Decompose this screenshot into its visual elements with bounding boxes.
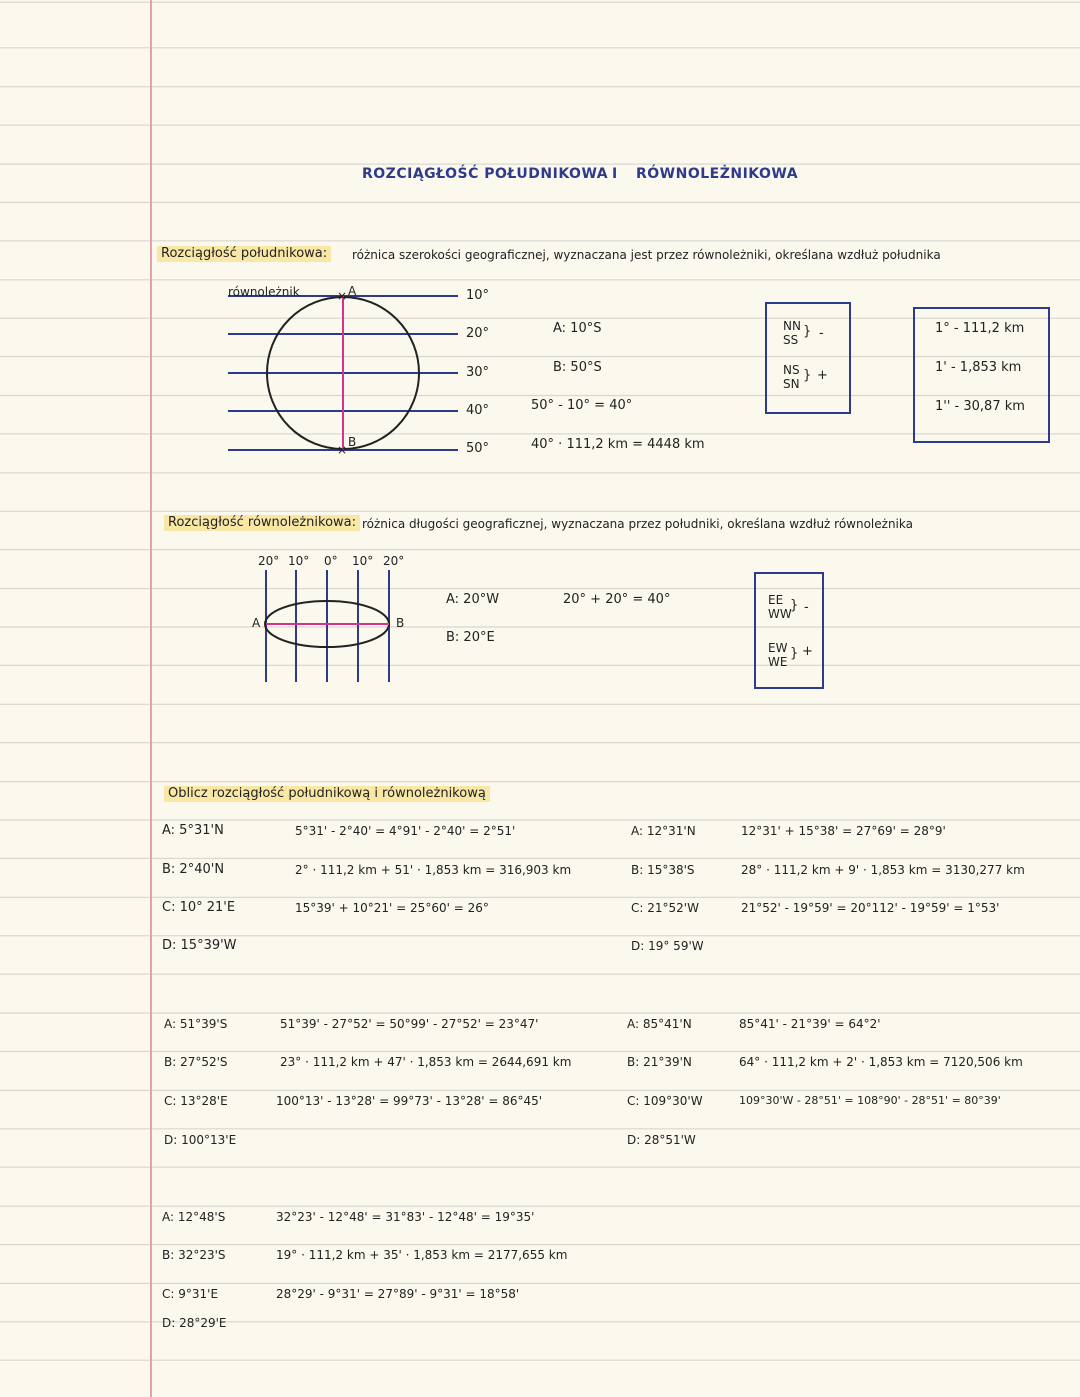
calc1-difference: 50° - 10° = 40° [531, 398, 633, 413]
set2-point-a: A: 12°31'N [631, 824, 696, 838]
definition-zonal: różnica długości geograficznej, wyznaczana przez południki, określana wzdłuż równoleżnika [362, 517, 913, 531]
term-zonal: Rozciągłość równoleżnikowa: [164, 515, 360, 531]
cross-b: × [337, 443, 348, 457]
set2-calc-lat: 12°31' + 15°38' = 27°69' = 28°9' [741, 824, 946, 838]
point-b-label: B [348, 435, 357, 449]
rule-nn: NN [783, 319, 801, 333]
set4-calc-km: 64° · 111,2 km + 2' · 1,853 km = 7120,506 km [739, 1055, 1023, 1069]
page-title-part3: RÓWNOLEŻNIKOWA [636, 166, 799, 182]
rule-box-meridional [765, 302, 851, 414]
calc2-point-a: A: 20°W [446, 592, 500, 607]
minus-sign: - [819, 326, 824, 341]
set4-calc-lat: 85°41' - 21°39' = 64°2' [739, 1017, 881, 1031]
set2-point-c: C: 21°52'W [631, 901, 699, 915]
set1-point-a: A: 5°31'N [162, 823, 224, 838]
point-a-label-2: A [252, 616, 261, 630]
lat-label-50: 50° [466, 441, 490, 456]
rule-ew: EW [768, 641, 788, 655]
set5-calc-lon: 28°29' - 9°31' = 27°89' - 9°31' = 18°58' [276, 1287, 520, 1301]
cross-a: × [337, 289, 348, 303]
calc1-point-a: A: 10°S [553, 321, 602, 336]
plus-sign-2: + [802, 644, 813, 659]
set1-point-b: B: 2°40'N [162, 862, 225, 877]
lon-label-20w: 20° [258, 554, 280, 568]
lon-label-20e: 20° [383, 554, 405, 568]
brace-plus-2: } [790, 646, 799, 661]
conv-second: 1'' - 30,87 km [935, 399, 1025, 414]
set4-point-d: D: 28°51'W [627, 1133, 696, 1147]
term-meridional: Rozciągłość południkowa: [157, 246, 331, 262]
lon-label-0: 0° [324, 554, 338, 568]
parallel-label: równoleżnik [228, 285, 300, 299]
set2-point-b: B: 15°38'S [631, 863, 695, 877]
set2-calc-lon: 21°52' - 19°59' = 20°112' - 19°59' = 1°53' [741, 901, 1000, 915]
set4-point-b: B: 21°39'N [627, 1055, 692, 1069]
rule-we: WE [768, 655, 788, 669]
calc1-distance: 40° · 111,2 km = 4448 km [531, 437, 705, 452]
set5-calc-lat: 32°23' - 12°48' = 31°83' - 12°48' = 19°35' [276, 1210, 535, 1224]
page-title-part1: ROZCIĄGŁOŚĆ POŁUDNIKOWA [362, 166, 609, 182]
lon-label-10w: 10° [288, 554, 310, 568]
set3-calc-km: 23° · 111,2 km + 47' · 1,853 km = 2644,691 km [280, 1055, 572, 1069]
conversion-box [913, 307, 1050, 443]
set4-calc-lon: 109°30'W - 28°51' = 108°90' - 28°51' = 80°39' [739, 1094, 1001, 1107]
rule-box-zonal [754, 572, 824, 689]
set3-calc-lon: 100°13' - 13°28' = 99°73' - 13°28' = 86°45' [276, 1094, 543, 1108]
set4-point-a: A: 85°41'N [627, 1017, 692, 1031]
lat-label-20: 20° [466, 326, 490, 341]
set2-point-d: D: 19° 59'W [631, 939, 704, 953]
exercise-heading: Oblicz rozciągłość południkową i równoleżnikową [164, 786, 490, 802]
calc1-point-b: B: 50°S [553, 360, 602, 375]
plus-sign: + [817, 368, 828, 383]
set1-calc-km: 2° · 111,2 km + 51' · 1,853 km = 316,903 km [295, 863, 572, 877]
rule-ns: NS [783, 363, 800, 377]
minus-sign-2: - [804, 600, 809, 615]
set5-point-c: C: 9°31'E [162, 1287, 219, 1301]
conv-minute: 1' - 1,853 km [935, 360, 1022, 375]
calc2-sum: 20° + 20° = 40° [563, 592, 671, 607]
rule-sn: SN [783, 377, 800, 391]
set5-calc-km: 19° · 111,2 km + 35' · 1,853 km = 2177,655 km [276, 1248, 568, 1262]
set2-calc-km: 28° · 111,2 km + 9' · 1,853 km = 3130,277 km [741, 863, 1025, 877]
lat-label-10: 10° [466, 288, 490, 303]
set1-calc-lat: 5°31' - 2°40' = 4°91' - 2°40' = 2°51' [295, 824, 516, 838]
brace-plus: } [803, 368, 812, 383]
page-title-part2: I [612, 166, 618, 182]
set5-point-d: D: 28°29'E [162, 1316, 227, 1330]
lat-label-40: 40° [466, 403, 490, 418]
set3-point-c: C: 13°28'E [164, 1094, 228, 1108]
set3-point-d: D: 100°13'E [164, 1133, 237, 1147]
set5-point-b: B: 32°23'S [162, 1248, 226, 1262]
rule-ww: WW [768, 607, 792, 621]
rule-ss: SS [783, 333, 799, 347]
set3-calc-lat: 51°39' - 27°52' = 50°99' - 27°52' = 23°47' [280, 1017, 539, 1031]
set5-point-a: A: 12°48'S [162, 1210, 226, 1224]
lat-label-30: 30° [466, 365, 490, 380]
zonal-diagram [265, 570, 389, 682]
brace-minus-2: } [790, 598, 799, 613]
set1-point-d: D: 15°39'W [162, 938, 237, 953]
definition-meridional: różnica szerokości geograficznej, wyznaczana jest przez równoleżniki, określana wzdłuż południka [352, 248, 941, 262]
calc2-point-b: B: 20°E [446, 630, 495, 645]
rule-ee: EE [768, 593, 784, 607]
brace-minus: } [803, 324, 812, 339]
point-b-label-2: B [396, 616, 405, 630]
set3-point-b: B: 27°52'S [164, 1055, 228, 1069]
lon-label-10e: 10° [352, 554, 374, 568]
set1-calc-lon: 15°39' + 10°21' = 25°60' = 26° [295, 901, 489, 915]
conv-degree: 1° - 111,2 km [935, 321, 1025, 336]
point-a-label: A [348, 284, 357, 298]
set1-point-c: C: 10° 21'E [162, 900, 236, 915]
set4-point-c: C: 109°30'W [627, 1094, 703, 1108]
meridional-diagram [228, 289, 458, 457]
set3-point-a: A: 51°39'S [164, 1017, 228, 1031]
